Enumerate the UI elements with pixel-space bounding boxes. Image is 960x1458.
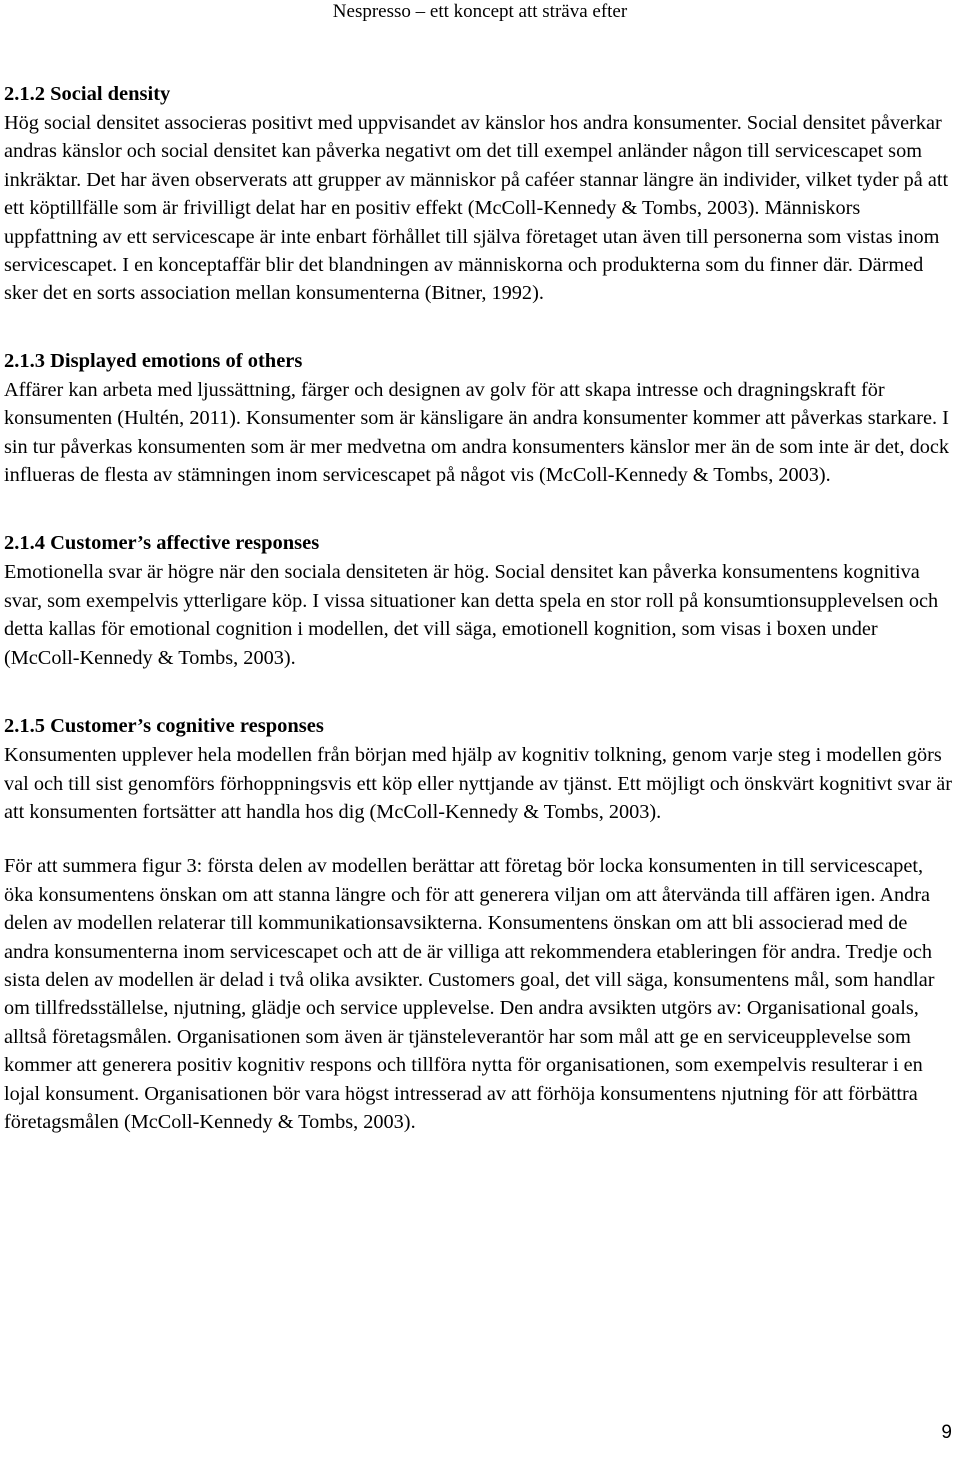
body-paragraph: Emotionella svar är högre när den sociala densiteten är hög. Social densitet kan påverka konsumentens kognitiva svar, som exempelvis ytterligare köp. I vissa situationer kan detta spela en stor roll på konsumtionsupplevelsen och detta kallas för emotional cognition i modellen, det vill säga, emotionell kognition, som visas i boxen under (McColl-Kennedy & Tombs, 2003). xyxy=(4,561,939,669)
body-paragraph: Hög social densitet associeras positivt med uppvisandet av känslor hos andra konsumenter. Social densitet påverkar andras känslor och social densitet kan påverka negativt om det till exempel anländer någon till servicescapet som inkräktar. Det har även observerats att grupper av människor på caféer stannar längre än individer, vilket tyder på att ett köptillfälle som är frivilligt delat har en positiv effekt (McColl-Kennedy & Tombs, 2003). Människors uppfattning av ett servicescape är inte enbart förhållet till själva företaget utan även till personerna som vistas inom servicescapet. I en konceptaffär blir det blandningen av människorna och produkterna som du finner där. Därmed sker det en sorts association mellan konsumenterna (Bitner, 1992). xyxy=(4,112,949,305)
section-heading: 2.1.4 Customer’s affective responses xyxy=(4,532,320,555)
body-paragraph: Konsumenten upplever hela modellen från början med hjälp av kognitiv tolkning, genom varje steg i modellen görs val och till sist genomförs förhoppningsvis ett köp eller nyttjande av tjänst. Ett möjligt och önskvärt kognitivt svar är att konsumenten fortsätter att handla hos dig (McColl-Kennedy & Tombs, 2003). xyxy=(4,744,952,823)
section-displayed-emotions xyxy=(4,347,956,490)
section-heading: 2.1.5 Customer’s cognitive responses xyxy=(4,715,324,738)
section-heading: 2.1.2 Social density xyxy=(4,83,171,105)
section-social-density xyxy=(4,80,956,308)
document-body xyxy=(4,80,956,1136)
body-paragraph: Affärer kan arbeta med ljussättning, färger och designen av golv för att skapa intresse och dragningskraft för konsumenten (Hultén, 2011). Konsumenter som är känsligare än andra konsumenter kommer att påverkas starkare. I sin tur påverkas konsumenten som är mer medvetna om andra konsumenters känslor mer än de som inte är det, dock influeras de flesta av stämningen inom servicescapet på något vis (McColl-Kennedy & Tombs, 2003). xyxy=(4,378,950,487)
page-number: 9 xyxy=(941,1422,952,1443)
running-header: Nespresso – ett koncept att sträva efter xyxy=(332,1,628,22)
section-affective-responses xyxy=(4,529,956,672)
section-heading: 2.1.3 Displayed emotions of others xyxy=(4,349,303,372)
body-paragraph: För att summera figur 3: första delen av modellen berättar att företag bör locka konsumenten in till servicescapet, öka konsumentens önskan om att stanna längre och för att generera viljan om att återvända till affären igen. Andra delen av modellen relaterar till kommunikationsavsikterna. Konsumentens önskan om att bli associerad med de andra konsumenterna inom servicescapet och att de är villiga att rekommendera etableringen för andra. Tredje och sista delen av modellen är delad i två olika avsikter. Customers goal, det vill säga, konsumentens mål, som handlar om tillfredsställelse, njutning, glädje och service upplevelse. Den andra avsikten utgörs av: Organisational goals, alltså företagsmålen. Organisationen som även är tjänsteleverantör har som mål att ge en serviceupplevelse som kommer att generera positiv kognitiv respons och tillföra nytta för organisationen, som exempelvis resulterar i en lojal konsument. Organisationen bör vara högst intresserad av att förhöja konsumentens njutning för att förbättra företagsmålen (McColl-Kennedy & Tombs, 2003). xyxy=(4,855,935,1133)
section-cognitive-responses xyxy=(4,712,956,1136)
